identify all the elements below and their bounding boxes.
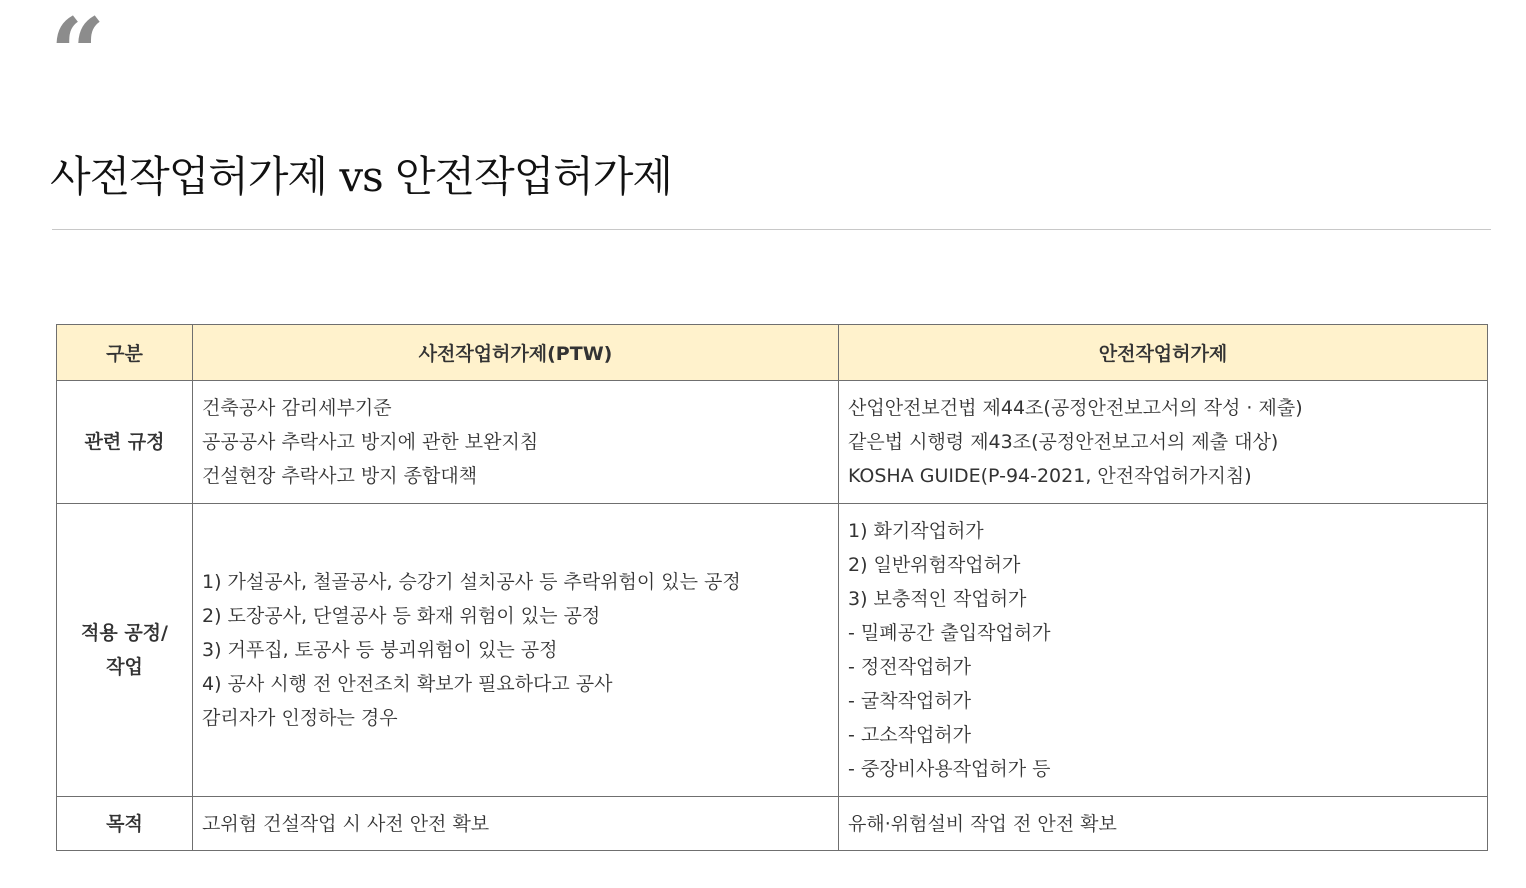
list-item: 고위험 건설작업 시 사전 안전 확보 bbox=[202, 812, 490, 835]
safety-regulations-cell bbox=[839, 381, 1488, 504]
list-item: 공공공사 추락사고 방지에 관한 보완지침 bbox=[202, 431, 539, 453]
row-label-line: 적용 공정/ bbox=[81, 622, 168, 644]
list-item: 3) 보충적인 작업허가 bbox=[848, 588, 1027, 610]
list-item: 같은법 시행령 제43조(공정안전보고서의 제출 대상) bbox=[848, 431, 1279, 453]
list-item: KOSHA GUIDE(P-94-2021, 안전작업허가지침) bbox=[848, 465, 1252, 487]
table-row bbox=[57, 797, 1488, 851]
table-row bbox=[57, 504, 1488, 797]
ptw-applicable-cell bbox=[193, 504, 839, 797]
list-item: 건설현장 추락사고 방지 종합대책 bbox=[202, 465, 478, 487]
row-label-line: 작업 bbox=[106, 656, 143, 678]
divider bbox=[52, 229, 1491, 230]
row-label-regulations: 관련 규정 bbox=[57, 381, 193, 504]
list-item: 4) 공사 시행 전 안전조치 확보가 필요하다고 공사 bbox=[202, 673, 613, 695]
safety-applicable-cell bbox=[839, 504, 1488, 797]
table-row bbox=[57, 381, 1488, 504]
header-safety-permit: 안전작업허가제 bbox=[839, 325, 1488, 381]
list-item: 감리자가 인정하는 경우 bbox=[202, 707, 398, 729]
list-item: 건축공사 감리세부기준 bbox=[202, 397, 392, 419]
ptw-regulations-cell bbox=[193, 381, 839, 504]
list-item: - 밀폐공간 출입작업허가 bbox=[848, 622, 1051, 644]
list-item: 3) 거푸집, 토공사 등 붕괴위험이 있는 공정 bbox=[202, 639, 558, 661]
safety-purpose-cell bbox=[839, 797, 1488, 851]
list-item: 2) 도장공사, 단열공사 등 화재 위험이 있는 공정 bbox=[202, 605, 601, 627]
list-item: 유해·위험설비 작업 전 안전 확보 bbox=[848, 812, 1117, 835]
list-item: - 굴착작업허가 bbox=[848, 690, 972, 712]
list-item: - 중장비사용작업허가 등 bbox=[848, 758, 1051, 780]
ptw-purpose-cell bbox=[193, 797, 839, 851]
list-item: 1) 화기작업허가 bbox=[848, 520, 984, 542]
table-header-row bbox=[57, 325, 1488, 381]
quote-mark-icon: “ bbox=[50, 0, 106, 110]
header-ptw: 사전작업허가제(PTW) bbox=[193, 325, 839, 381]
comparison-table bbox=[56, 324, 1488, 851]
list-item: - 정전작업허가 bbox=[848, 656, 972, 678]
list-item: 1) 가설공사, 철골공사, 승강기 설치공사 등 추락위험이 있는 공정 bbox=[202, 571, 741, 593]
header-category: 구분 bbox=[57, 325, 193, 381]
list-item: 산업안전보건법 제44조(공정안전보고서의 작성 · 제출) bbox=[848, 397, 1303, 419]
list-item: - 고소작업허가 bbox=[848, 724, 972, 746]
row-label-purpose: 목적 bbox=[57, 797, 193, 851]
row-label-applicable-work bbox=[57, 504, 193, 797]
list-item: 2) 일반위험작업허가 bbox=[848, 554, 1021, 576]
page-title: 사전작업허가제 vs 안전작업허가제 bbox=[50, 152, 672, 202]
